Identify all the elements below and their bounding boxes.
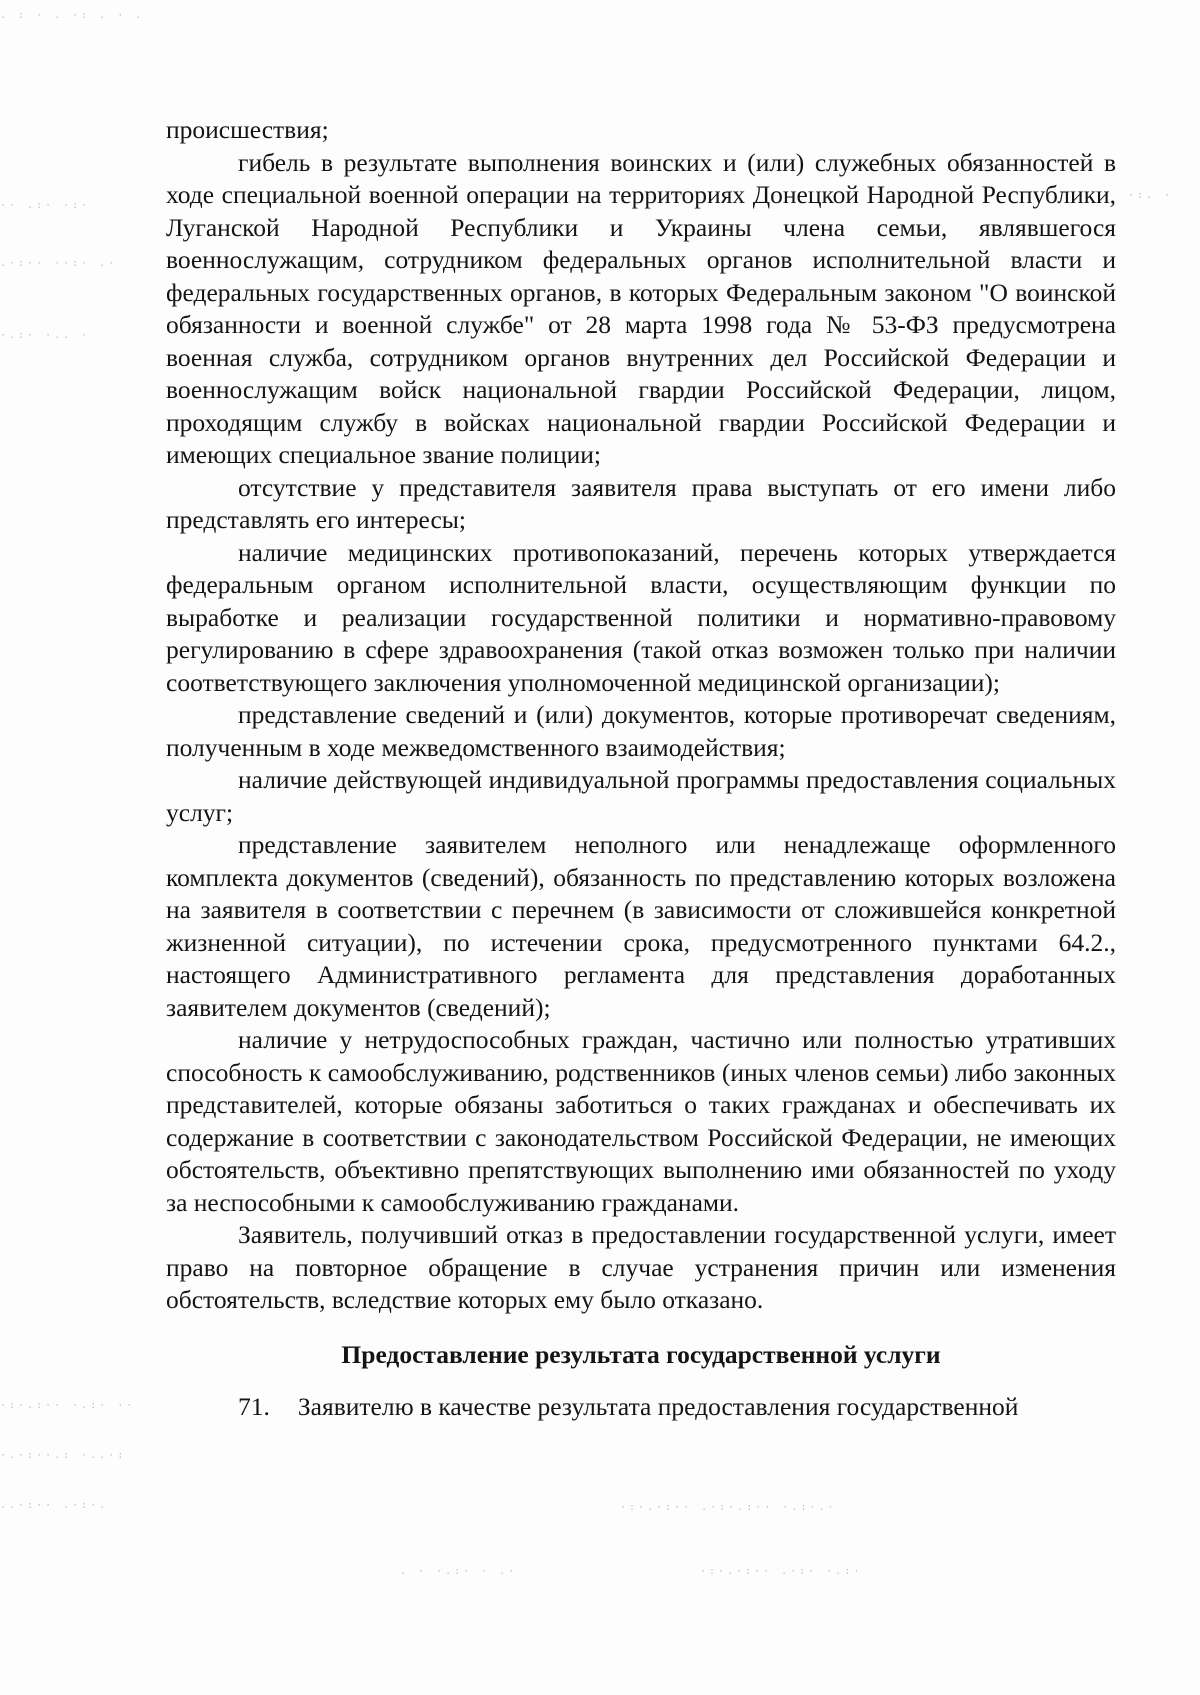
scan-noise: ·:. ·	[1128, 190, 1174, 201]
paragraph: отсутствие у представителя заявителя права выступать от его имени либо представлять его интересы;	[166, 472, 1116, 534]
paragraph: гибель в результате выполнения воинских и (или) служебных обязанностей в ходе специальной военной операции на территориях Донецкой Народной Республики, Луганской Народной Республики и Украины члена семьи, являвшегося военнослужащим, сотрудником федеральных органов исполнительной власти и федеральных государственных органов, в которых Федеральным законом "О воинской обязанности и военной службе" от 28 марта 1998 года № 53-ФЗ предусмотрена военная служба, сотрудником органов внутренних дел Российской Федерации и военнослужащим войск национальной гвардии Российской Федерации, лицом, проходящим службу в войсках национальной гвардии Российской Федерации и имеющих специальное звание полиции;	[166, 147, 1116, 469]
item-number: 71.	[238, 1392, 270, 1421]
paragraph: наличие действующей индивидуальной программы предоставления социальных услуг;	[166, 765, 1116, 827]
scan-noise: ·.·:··.: ·..·:	[0, 1450, 127, 1461]
paragraph: наличие у нетрудоспособных граждан, частично или полностью утративших способность к самообслуживанию, родственников (иных членов семьи) либо законных представителей, которые обязаны заботиться о таких гражданах и обеспечивать их содержание в соответствии с законодательством Российской Федерации, не имеющих обстоятельств, объективно препятствующих выполнению ими обязанностей по уходу за неспособными к самообслуживанию гражданами.	[166, 1025, 1116, 1217]
paragraph: Заявитель, получивший отказ в предоставлении государственной услуги, имеет право на повторное обращение в случае устранения причин или изменения обстоятельств, вследствие которых ему было отказано.	[166, 1220, 1116, 1314]
scan-noise: ..·:·· .·:·.	[0, 1500, 109, 1511]
scan-noise: . · ·.:· · .·	[400, 1566, 518, 1577]
scan-noise: ·:·.:·· ·.:· ··	[0, 1400, 136, 1411]
paragraph: представление заявителем неполного или ненадлежаще оформленного комплекта документов (сведений), обязанность по представлению которых возложена на заявителя в соответствии с перечнем (в зависимости от сложившейся конкретной жизненной ситуации), по истечении срока, предусмотренного пунктами 64.2., настоящего Административного регламента для представления доработанных заявителем документов (сведений);	[166, 830, 1116, 1022]
scan-noise: ·:·.·:·· .·:· ·.:·	[700, 1566, 863, 1577]
document-body	[166, 114, 1116, 1424]
scan-noise: . : · . ·: . · .	[0, 10, 145, 21]
section-heading: Предоставление результата государственной услуги	[341, 1339, 941, 1369]
paragraph: наличие медицинских противопоказаний, перечень которых утверждается федеральным органом исполнительной власти, осуществляющим функции по выработке и реализации государственной политики и нормативно-правовому регулированию в сфере здравоохранения (такой отказ возможен только при наличии соответствующего заключения уполномоченной медицинской организации);	[166, 537, 1116, 697]
paragraph: представление сведений и (или) документов, которые противоречат сведениям, полученным в ходе межведомственного взаимодействия;	[166, 700, 1116, 762]
item-text: Заявителю в качестве результата предоставления государственной	[297, 1392, 1019, 1421]
numbered-item	[166, 1391, 1116, 1424]
scan-noise: ·· .:· ·:·	[0, 200, 91, 211]
scan-noise: ·:·.·:·· .·:·.:·· ·.:·.·	[620, 1502, 837, 1513]
scan-noise: ·.:· ·.. ·	[0, 330, 91, 341]
scan-noise: .·:·· ··:· .·	[0, 258, 118, 269]
paragraph: происшествия;	[166, 115, 329, 144]
